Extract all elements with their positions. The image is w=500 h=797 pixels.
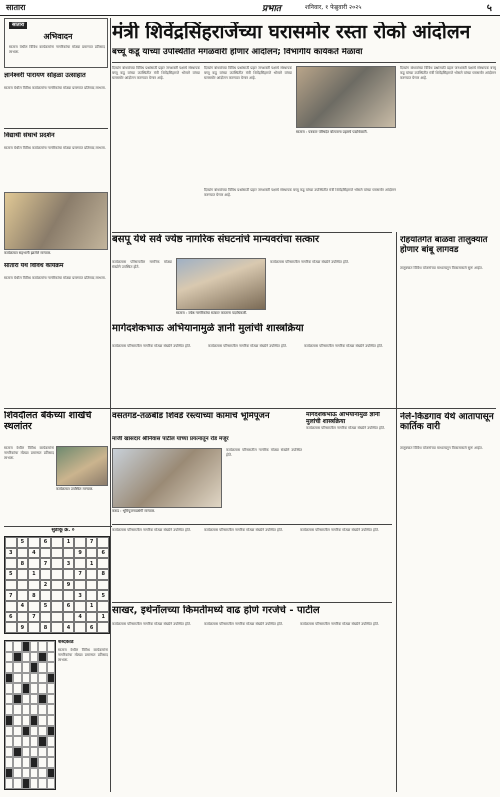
lead-subhead: बच्चू कडू यांच्या उपस्थितीत मंगळवारी होणार आंदोलन; विभागीय कार्यकर्ते मेळावा xyxy=(112,48,363,57)
center-body-4: कार्यक्रमास परिसरातील नागरिक मोठ्या संख्येने उपस्थित होते. xyxy=(208,344,288,348)
center-body-7: कार्यक्रमास परिसरातील नागरिक मोठ्या संख्येने उपस्थित होते. xyxy=(306,426,386,430)
right-headline-1: रोहयोंतर्गत बाळवा तालुक्यात होणार बांबू लागवड xyxy=(400,236,488,255)
center-headline-2: मार्गदर्शकभाऊ अभियानामुळे ज्ञानी मुलांची शास्त्रक्रिया xyxy=(112,323,304,334)
left-headline-2: विद्यार्थी संघाचे प्रदर्शन xyxy=(4,132,55,139)
sudoku-grid: 5 6 1 7 3 4 9 6 8 7 3 1 5 1 7 8 2 9 7 8 3 5 4 5 6 1 6 7 4 1 9 8 4 6 xyxy=(4,536,110,634)
left-caption-1: कार्यक्रमात सहभागी झालेले मान्यवर. xyxy=(4,251,52,255)
ad-box xyxy=(4,18,108,68)
puzzle-clues: सातारा येथील विविध कार्यक्रमांना नागरिकांचा मोठ्या प्रमाणात प्रतिसाद लाभला. xyxy=(58,648,108,662)
right-body-2: तालुक्यात विविध योजनांच्या माध्यमातून विकासकामे सुरू आहेत. xyxy=(400,446,483,450)
center-headline-1: बसपू येथे सर्व ज्येष्ठ नागरिक संघटनांचे मान्यवरांचा सत्कार xyxy=(112,234,320,245)
center-headline-5: मार्गदर्शकभाऊ अभियानामुळे ज्ञानी मुलांची शास्त्रक्रिया xyxy=(306,412,380,425)
left-body-3: सातारा येथील विविध कार्यक्रमांना नागरिकांचा मोठ्या प्रमाणात प्रतिसाद लाभला. xyxy=(4,276,106,280)
center-body-2: कार्यक्रमास परिसरातील नागरिक मोठ्या संख्येने उपस्थित होते. xyxy=(270,260,350,264)
lead-body-col3: दिव्यांग बांधवांच्या विविध प्रश्नांसाठी प्रहार जनशक्ती पक्षाचे संस्थापक बच्चू कडू यांच्या उपस्थितीत मंत्री शिवेंद्रसिंहराजे भोसले यांच्या घरासमोर आंदोलन करण्यात येणार आहे. xyxy=(204,188,396,197)
lead-headline: मंत्री शिवेंद्रसिंहराजेंच्या घरासमोर रस्ता रोको आंदोलन xyxy=(112,22,471,43)
center-body-5: कार्यक्रमास परिसरातील नागरिक मोठ्या संख्येने उपस्थित होते. xyxy=(304,344,384,348)
left-headline-1: ज्ञानेश्वरी पारायण सोहळा उत्साहात xyxy=(4,72,86,79)
puzzle-heading: शब्दकोडे xyxy=(58,640,74,645)
right-headline-2: नेले-किडगाव येथे आतापासून कार्तिक वारी xyxy=(400,412,494,433)
right-body-1: तालुक्यात विविध योजनांच्या माध्यमातून विकासकामे सुरू आहेत. xyxy=(400,266,483,270)
masthead-date: शनिवार, १ फेब्रुवारी २०२५ xyxy=(305,4,362,11)
page-number: ५ xyxy=(486,3,492,14)
center-sub-3: माजी खासदार श्रीनिवास पाटील यांच्या प्रयत्नातून रोड मंजूर xyxy=(112,436,229,442)
masthead-paper: प्रभात xyxy=(262,4,281,14)
center-headline-4: साखर, इथेनॉलच्या किमतीमध्ये वाढ होणे गरजेचे - पाटील xyxy=(112,605,320,616)
center-body-9: कार्यक्रमास परिसरातील नागरिक मोठ्या संख्येने उपस्थित होते. xyxy=(204,528,284,532)
lead-photo xyxy=(296,66,396,128)
center-body-1: कार्यक्रमास परिसरातील नागरिक मोठ्या संख्येने उपस्थित होते. xyxy=(112,260,172,269)
crossword-grid xyxy=(4,640,56,790)
center-caption-3: कराड : भूमिपूजनाप्रसंगी मान्यवर. xyxy=(112,509,156,513)
center-headline-3: वसंतगड-तळबीड शिवडे रस्त्याच्या कामाचे भूमिपूजन xyxy=(112,412,270,421)
center-body-11: कार्यक्रमास परिसरातील नागरिक मोठ्या संख्येने उपस्थित होते. xyxy=(112,622,192,626)
center-body-13: कार्यक्रमास परिसरातील नागरिक मोठ्या संख्येने उपस्थित होते. xyxy=(300,622,380,626)
lead-caption: सातारा : पत्रकार परिषदेत बोलताना प्रहारचे पदाधिकारी. xyxy=(296,130,368,134)
lead-body-col2: दिव्यांग बांधवांच्या विविध प्रश्नांसाठी प्रहार जनशक्ती पक्षाचे संस्थापक बच्चू कडू यांच्या उपस्थितीत मंत्री शिवेंद्रसिंहराजे भोसले यांच्या घरासमोर आंदोलन करण्यात येणार आहे. xyxy=(204,66,292,80)
left-caption-2: कार्यक्रमात उपस्थित मान्यवर. xyxy=(56,487,94,491)
lead-body-col4: दिव्यांग बांधवांच्या विविध प्रश्नांसाठी प्रहार जनशक्ती पक्षाचे संस्थापक बच्चू कडू यांच्या उपस्थितीत मंत्री शिवेंद्रसिंहराजे भोसले यांच्या घरासमोर आंदोलन करण्यात येणार आहे. xyxy=(400,66,496,80)
ad-title: अभिवादन xyxy=(43,32,73,41)
left-headline-3: सातारा येथे विविध कार्यक्रम xyxy=(4,263,64,269)
center-body-12: कार्यक्रमास परिसरातील नागरिक मोठ्या संख्येने उपस्थित होते. xyxy=(204,622,284,626)
center-body-8: कार्यक्रमास परिसरातील नागरिक मोठ्या संख्येने उपस्थित होते. xyxy=(112,528,192,532)
lead-body-col1: दिव्यांग बांधवांच्या विविध प्रश्नांसाठी प्रहार जनशक्ती पक्षाचे संस्थापक बच्चू कडू यांच्या उपस्थितीत मंत्री शिवेंद्रसिंहराजे भोसले यांच्या घरासमोर आंदोलन करण्यात येणार आहे. xyxy=(112,66,200,80)
center-photo-3 xyxy=(112,448,222,508)
center-body-3: कार्यक्रमास परिसरातील नागरिक मोठ्या संख्येने उपस्थित होते. xyxy=(112,344,192,348)
left-headline-4: शिवदौलत बँकेच्या शाखेचे स्थलांतर xyxy=(4,411,92,432)
center-photo-1 xyxy=(176,258,266,310)
left-body-1: सातारा येथील विविध कार्यक्रमांना नागरिकांचा मोठ्या प्रमाणात प्रतिसाद लाभला. xyxy=(4,86,106,90)
left-body-2: सातारा येथील विविध कार्यक्रमांना नागरिकांचा मोठ्या प्रमाणात प्रतिसाद लाभला. xyxy=(4,146,106,150)
left-photo-2 xyxy=(56,446,108,486)
center-body-6: कार्यक्रमास परिसरातील नागरिक मोठ्या संख्येने उपस्थित होते. xyxy=(226,448,302,457)
left-photo-1 xyxy=(4,192,108,250)
left-body-4: सातारा येथील विविध कार्यक्रमांना नागरिकांचा मोठ्या प्रमाणात प्रतिसाद लाभला. xyxy=(4,446,54,460)
masthead-city: सातारा xyxy=(6,3,26,12)
puzzle-title: सुडोकू क्र. ० xyxy=(51,528,75,533)
masthead xyxy=(0,0,500,16)
center-body-10: कार्यक्रमास परिसरातील नागरिक मोठ्या संख्येने उपस्थित होते. xyxy=(300,528,380,532)
center-caption-1: सातारा : ज्येष्ठ नागरिकांचा सत्कार करताना पदाधिकारी. xyxy=(176,311,248,315)
ad-body: सातारा येथील विविध कार्यक्रमांना नागरिकांचा मोठ्या प्रमाणात प्रतिसाद लाभला. xyxy=(9,45,105,54)
ad-tag: सातारा xyxy=(9,22,27,29)
